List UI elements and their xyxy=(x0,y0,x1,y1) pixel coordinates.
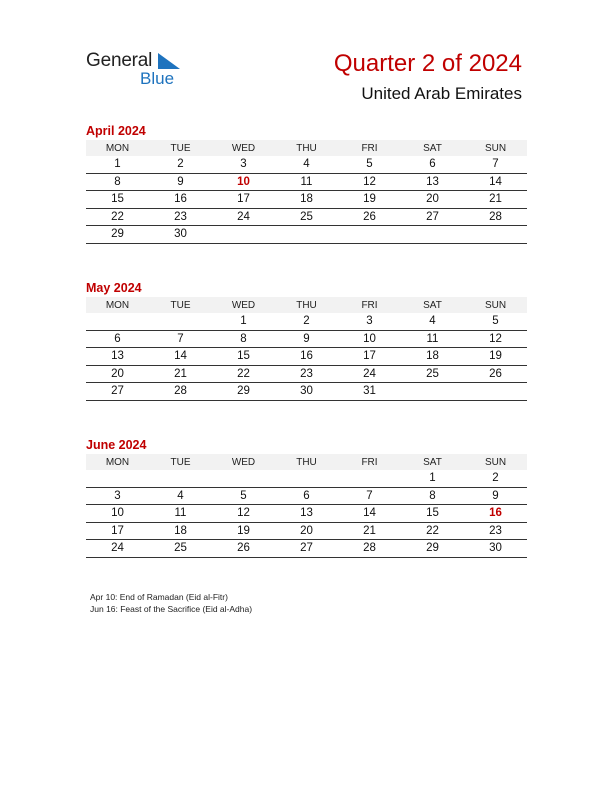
weekday-header: FRI xyxy=(338,140,401,156)
day-cell: 29 xyxy=(212,383,275,401)
day-cell xyxy=(149,470,212,487)
day-cell: 31 xyxy=(338,383,401,401)
weekday-header: MON xyxy=(86,140,149,156)
day-cell: 3 xyxy=(212,156,275,173)
day-cell: 3 xyxy=(86,487,149,505)
day-cell: 4 xyxy=(149,487,212,505)
day-cell: 26 xyxy=(338,208,401,226)
day-cell xyxy=(86,313,149,330)
day-cell: 2 xyxy=(275,313,338,330)
day-cell: 7 xyxy=(338,487,401,505)
day-cell: 5 xyxy=(338,156,401,173)
weekday-header: SUN xyxy=(464,140,527,156)
weekday-header: TUE xyxy=(149,140,212,156)
month-title: May 2024 xyxy=(86,281,142,295)
week-row xyxy=(86,487,527,505)
day-cell: 18 xyxy=(401,348,464,366)
day-cell: 17 xyxy=(338,348,401,366)
day-cell: 17 xyxy=(212,191,275,209)
day-cell: 20 xyxy=(275,522,338,540)
day-cell: 26 xyxy=(464,365,527,383)
day-cell: 25 xyxy=(149,540,212,558)
day-cell: 5 xyxy=(212,487,275,505)
weekday-header-row xyxy=(86,454,527,470)
day-cell xyxy=(401,383,464,401)
holiday-note: Apr 10: End of Ramadan (Eid al-Fitr) xyxy=(90,592,228,602)
day-cell: 22 xyxy=(212,365,275,383)
weekday-header: SUN xyxy=(464,454,527,470)
day-cell: 6 xyxy=(275,487,338,505)
weekday-header: THU xyxy=(275,140,338,156)
day-cell xyxy=(212,226,275,244)
calendar-table xyxy=(86,297,527,401)
day-cell: 30 xyxy=(275,383,338,401)
day-cell: 1 xyxy=(212,313,275,330)
day-cell: 19 xyxy=(212,522,275,540)
day-cell: 5 xyxy=(464,313,527,330)
week-row xyxy=(86,173,527,191)
month-may xyxy=(86,280,527,401)
day-cell: 11 xyxy=(275,173,338,191)
day-cell xyxy=(149,313,212,330)
day-cell: 10 xyxy=(86,505,149,523)
day-cell: 6 xyxy=(401,156,464,173)
week-row xyxy=(86,522,527,540)
day-cell: 2 xyxy=(149,156,212,173)
week-row xyxy=(86,383,527,401)
day-cell: 14 xyxy=(464,173,527,191)
day-cell: 12 xyxy=(338,173,401,191)
day-cell: 21 xyxy=(149,365,212,383)
day-cell xyxy=(86,470,149,487)
day-cell xyxy=(212,470,275,487)
day-cell: 16 xyxy=(275,348,338,366)
weekday-header: MON xyxy=(86,297,149,313)
day-cell xyxy=(401,226,464,244)
weekday-header: TUE xyxy=(149,454,212,470)
weekday-header: FRI xyxy=(338,454,401,470)
day-cell: 16 xyxy=(149,191,212,209)
month-title: April 2024 xyxy=(86,124,146,138)
day-cell: 29 xyxy=(86,226,149,244)
day-cell: 13 xyxy=(275,505,338,523)
day-cell xyxy=(464,226,527,244)
week-row xyxy=(86,208,527,226)
holiday-day-cell: 10 xyxy=(212,173,275,191)
day-cell: 28 xyxy=(149,383,212,401)
week-row xyxy=(86,156,527,173)
day-cell: 2 xyxy=(464,470,527,487)
page-title: Quarter 2 of 2024 xyxy=(333,50,522,77)
weekday-header-row xyxy=(86,140,527,156)
month-title: June 2024 xyxy=(86,438,147,452)
day-cell: 9 xyxy=(464,487,527,505)
day-cell: 20 xyxy=(401,191,464,209)
week-row xyxy=(86,226,527,244)
month-june xyxy=(86,437,527,558)
triangle-logo-icon xyxy=(158,53,180,69)
weekday-header: WED xyxy=(212,454,275,470)
day-cell: 21 xyxy=(338,522,401,540)
day-cell: 6 xyxy=(86,330,149,348)
day-cell: 8 xyxy=(212,330,275,348)
brand-blue-text: Blue xyxy=(140,69,175,88)
day-cell: 15 xyxy=(86,191,149,209)
weekday-header: SAT xyxy=(401,454,464,470)
day-cell: 23 xyxy=(149,208,212,226)
brand-logo xyxy=(86,50,196,90)
week-row xyxy=(86,191,527,209)
day-cell: 26 xyxy=(212,540,275,558)
week-row xyxy=(86,313,527,330)
day-cell xyxy=(464,383,527,401)
day-cell: 9 xyxy=(275,330,338,348)
day-cell xyxy=(338,226,401,244)
day-cell: 19 xyxy=(338,191,401,209)
day-cell: 11 xyxy=(401,330,464,348)
day-cell: 9 xyxy=(149,173,212,191)
day-cell: 1 xyxy=(86,156,149,173)
day-cell: 17 xyxy=(86,522,149,540)
day-cell: 27 xyxy=(401,208,464,226)
month-april xyxy=(86,123,527,244)
day-cell xyxy=(275,226,338,244)
weekday-header: THU xyxy=(275,297,338,313)
day-cell xyxy=(338,470,401,487)
weekday-header: TUE xyxy=(149,297,212,313)
day-cell: 12 xyxy=(464,330,527,348)
day-cell: 11 xyxy=(149,505,212,523)
day-cell: 18 xyxy=(149,522,212,540)
weekday-header: MON xyxy=(86,454,149,470)
day-cell: 24 xyxy=(86,540,149,558)
day-cell: 24 xyxy=(212,208,275,226)
weekday-header-row xyxy=(86,297,527,313)
day-cell: 13 xyxy=(401,173,464,191)
day-cell: 22 xyxy=(401,522,464,540)
day-cell: 15 xyxy=(401,505,464,523)
holiday-note: Jun 16: Feast of the Sacrifice (Eid al-Adha) xyxy=(90,604,253,614)
day-cell: 22 xyxy=(86,208,149,226)
day-cell: 30 xyxy=(149,226,212,244)
day-cell: 19 xyxy=(464,348,527,366)
week-row xyxy=(86,505,527,523)
holiday-notes xyxy=(90,591,252,615)
weekday-header: SAT xyxy=(401,140,464,156)
country-name: United Arab Emirates xyxy=(361,84,522,103)
day-cell: 24 xyxy=(338,365,401,383)
day-cell: 18 xyxy=(275,191,338,209)
holiday-day-cell: 16 xyxy=(464,505,527,523)
day-cell: 23 xyxy=(464,522,527,540)
day-cell: 4 xyxy=(401,313,464,330)
week-row xyxy=(86,540,527,558)
day-cell: 21 xyxy=(464,191,527,209)
day-cell: 1 xyxy=(401,470,464,487)
day-cell: 3 xyxy=(338,313,401,330)
day-cell: 20 xyxy=(86,365,149,383)
day-cell: 30 xyxy=(464,540,527,558)
day-cell: 7 xyxy=(149,330,212,348)
day-cell: 14 xyxy=(338,505,401,523)
day-cell: 23 xyxy=(275,365,338,383)
weekday-header: SAT xyxy=(401,297,464,313)
day-cell: 12 xyxy=(212,505,275,523)
day-cell: 4 xyxy=(275,156,338,173)
day-cell: 28 xyxy=(464,208,527,226)
weekday-header: WED xyxy=(212,140,275,156)
brand-general-text: General xyxy=(86,50,153,71)
week-row xyxy=(86,348,527,366)
weekday-header: THU xyxy=(275,454,338,470)
day-cell: 15 xyxy=(212,348,275,366)
weekday-header: FRI xyxy=(338,297,401,313)
day-cell: 8 xyxy=(401,487,464,505)
calendar-table xyxy=(86,454,527,558)
weekday-header: SUN xyxy=(464,297,527,313)
day-cell: 25 xyxy=(401,365,464,383)
day-cell: 28 xyxy=(338,540,401,558)
calendar-table xyxy=(86,140,527,244)
day-cell: 25 xyxy=(275,208,338,226)
weekday-header: WED xyxy=(212,297,275,313)
day-cell: 7 xyxy=(464,156,527,173)
day-cell xyxy=(275,470,338,487)
day-cell: 27 xyxy=(275,540,338,558)
week-row xyxy=(86,330,527,348)
day-cell: 8 xyxy=(86,173,149,191)
week-row xyxy=(86,470,527,487)
day-cell: 29 xyxy=(401,540,464,558)
day-cell: 13 xyxy=(86,348,149,366)
week-row xyxy=(86,365,527,383)
day-cell: 27 xyxy=(86,383,149,401)
day-cell: 10 xyxy=(338,330,401,348)
day-cell: 14 xyxy=(149,348,212,366)
